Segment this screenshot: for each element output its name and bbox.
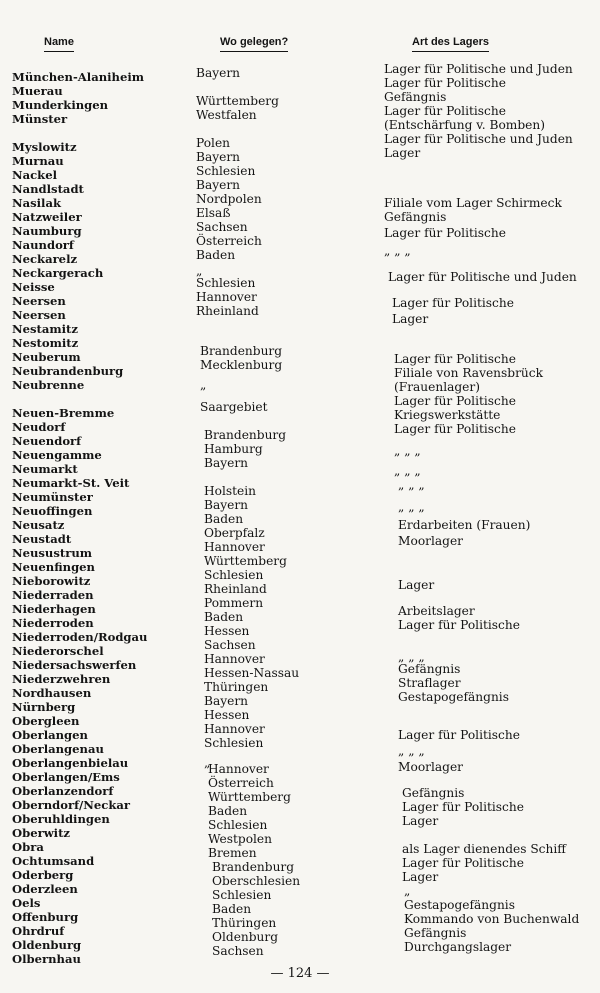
- header-name: Name: [44, 36, 74, 52]
- camp-name: Münster: [12, 112, 68, 126]
- camp-type: Erdarbeiten (Frauen): [398, 518, 531, 532]
- camp-name: Nestomitz: [12, 336, 79, 350]
- camp-name: Neusatz: [12, 518, 65, 532]
- camp-type: Arbeitslager: [398, 604, 475, 618]
- camp-name: Oberlangen/Ems: [12, 770, 120, 784]
- camp-type: Filiale vom Lager Schirmeck: [384, 196, 562, 210]
- camp-location: Thüringen: [204, 680, 269, 694]
- camp-name: Ohrdruf: [12, 924, 65, 938]
- camp-type: „ „ „: [384, 244, 411, 258]
- camp-name: Niederhagen: [12, 602, 96, 616]
- camp-location: Hessen: [204, 624, 250, 638]
- camp-type: Moorlager: [398, 534, 463, 548]
- camp-location: Schlesien: [212, 888, 272, 902]
- camp-type: (Frauenlager): [394, 380, 480, 394]
- camp-location: Brandenburg: [200, 344, 283, 358]
- camp-type: Lager für Politische: [392, 296, 514, 310]
- camp-location: Baden: [204, 610, 244, 624]
- camp-location: Bremen: [208, 846, 257, 860]
- camp-location: Hamburg: [204, 442, 263, 456]
- camp-location: Baden: [196, 248, 236, 262]
- camp-type: „ „ „: [398, 650, 425, 664]
- camp-name: Neubrenne: [12, 378, 85, 392]
- camp-name: Niederraden: [12, 588, 94, 602]
- camp-location: Hannover: [204, 540, 265, 554]
- camp-location: Hannover: [208, 762, 269, 776]
- camp-type: Lager: [402, 870, 439, 884]
- camp-type: Gefängnis: [384, 210, 447, 224]
- camp-type: Lager: [384, 146, 421, 160]
- camp-name: Neuoffingen: [12, 504, 93, 518]
- camp-type: Gefängnis: [384, 90, 447, 104]
- camp-name: Natzweiler: [12, 210, 82, 224]
- camp-name: Niederzwehren: [12, 672, 111, 686]
- camp-name: Olbernhau: [12, 952, 81, 966]
- camp-location: Schlesien: [204, 568, 264, 582]
- camp-name: Munderkingen: [12, 98, 109, 112]
- camp-type: „ „ „: [398, 744, 425, 758]
- camp-name: Nasilak: [12, 196, 61, 210]
- camp-name: Oberlanzendorf: [12, 784, 114, 798]
- camp-type: Gestapogefängnis: [398, 690, 509, 704]
- camp-name: Naumburg: [12, 224, 82, 238]
- camp-type: Gefängnis: [404, 926, 467, 940]
- camp-name: Murnau: [12, 154, 64, 168]
- camp-location: Bayern: [204, 694, 248, 708]
- camp-name: München-Alaniheim: [12, 70, 145, 84]
- camp-type: Lager für Politische: [384, 226, 506, 240]
- camp-location: „: [200, 378, 207, 392]
- camp-location: Württemberg: [204, 554, 287, 568]
- camp-location: Holstein: [204, 484, 256, 498]
- camp-location: Oldenburg: [212, 930, 279, 944]
- camp-name: Oels: [12, 896, 41, 910]
- camp-name: Neustadt: [12, 532, 72, 546]
- camp-type: Lager für Politische: [394, 394, 516, 408]
- camp-location: Baden: [208, 804, 248, 818]
- camp-name: Neersen: [12, 294, 66, 308]
- camp-location: Nordpolen: [196, 192, 262, 206]
- camp-name: Nürnberg: [12, 700, 76, 714]
- camp-name: Nieborowitz: [12, 574, 91, 588]
- camp-name: Oderberg: [12, 868, 74, 882]
- camp-name: Neuen-Bremme: [12, 406, 115, 420]
- camp-type: „ „ „: [398, 500, 425, 514]
- camp-location: Hannover: [196, 290, 257, 304]
- page-number: — 124 —: [270, 966, 330, 981]
- camp-name: Oldenburg: [12, 938, 82, 952]
- camp-location: Bayern: [196, 150, 240, 164]
- camp-name: Neudorf: [12, 420, 66, 434]
- camp-type: Lager für Politische: [384, 76, 506, 90]
- camp-name: Neubrandenburg: [12, 364, 124, 378]
- camp-type: Lager: [398, 578, 435, 592]
- camp-type: Lager für Politische: [402, 856, 524, 870]
- camp-name: Muerau: [12, 84, 63, 98]
- camp-type: Gefängnis: [398, 662, 461, 676]
- camp-type: Lager für Politische: [394, 352, 516, 366]
- camp-location: Württemberg: [208, 790, 291, 804]
- camp-location: Saargebiet: [200, 400, 268, 414]
- camp-name: Oderzleen: [12, 882, 78, 896]
- camp-type: Lager für Politische und Juden: [388, 270, 577, 284]
- camp-location: Baden: [212, 902, 252, 916]
- camp-location: Schlesien: [196, 164, 256, 178]
- camp-location: Bayern: [196, 66, 240, 80]
- camp-name: Oberwitz: [12, 826, 71, 840]
- camp-name: Ochtumsand: [12, 854, 95, 868]
- camp-location: Polen: [196, 136, 231, 150]
- camp-name: Neisse: [12, 280, 55, 294]
- camp-type: Lager für Politische und Juden: [384, 132, 573, 146]
- camp-type: Gefängnis: [402, 786, 465, 800]
- camp-location: Sachsen: [204, 638, 256, 652]
- camp-location: Pommern: [204, 596, 264, 610]
- camp-location: Westfalen: [196, 108, 257, 122]
- camp-type: „ „ „: [394, 464, 421, 478]
- camp-location: Österreich: [208, 776, 274, 790]
- camp-name: Neuenfingen: [12, 560, 95, 574]
- camp-type: Lager für Politische: [398, 618, 520, 632]
- camp-type: Lager für Politische: [384, 104, 506, 118]
- camp-type: Straflager: [398, 676, 461, 690]
- camp-type: Filiale von Ravensbrück: [394, 366, 543, 380]
- camp-location: Schlesien: [196, 276, 256, 290]
- camp-name: Neuengamme: [12, 448, 102, 462]
- camp-type: Lager für Politische: [394, 422, 516, 436]
- camp-name: Neusustrum: [12, 546, 93, 560]
- camp-type: (Entschärfung v. Bomben): [384, 118, 545, 132]
- camp-type: als Lager dienendes Schiff: [402, 842, 566, 856]
- camp-name: Oberuhldingen: [12, 812, 110, 826]
- camp-location: Westpolen: [208, 832, 272, 846]
- camp-type: Moorlager: [398, 760, 463, 774]
- camp-name: Oberndorf/Neckar: [12, 798, 130, 812]
- camp-location: Elsaß: [196, 206, 231, 220]
- camp-type: Kriegswerkstätte: [394, 408, 501, 422]
- camp-name: Oberlangenau: [12, 742, 104, 756]
- camp-type: Gestapogefängnis: [404, 898, 515, 912]
- header-where: Wo gelegen?: [220, 36, 288, 52]
- camp-location: Bayern: [196, 178, 240, 192]
- camp-location: Oberpfalz: [204, 526, 265, 540]
- camp-location: Mecklenburg: [200, 358, 283, 372]
- camp-name: Neckargerach: [12, 266, 104, 280]
- camp-location: Hessen: [204, 708, 250, 722]
- camp-name: Oberlangenbielau: [12, 756, 129, 770]
- camp-name: Neumarkt: [12, 462, 78, 476]
- camp-location: Sachsen: [196, 220, 248, 234]
- camp-type: Lager: [402, 814, 439, 828]
- camp-location: Bayern: [204, 498, 248, 512]
- camp-name: Niedersachswerfen: [12, 658, 137, 672]
- camp-location: Rheinland: [196, 304, 259, 318]
- camp-name: Neuberum: [12, 350, 81, 364]
- camp-name: Obergleen: [12, 714, 80, 728]
- camp-type: „ „ „: [398, 478, 425, 492]
- camp-location: Schlesien: [208, 818, 268, 832]
- camp-location: Brandenburg: [204, 428, 287, 442]
- camp-name: Niederroden/Rodgau: [12, 630, 148, 644]
- camp-name: Nordhausen: [12, 686, 92, 700]
- camp-name: Obra: [12, 840, 44, 854]
- camp-type: Lager: [392, 312, 429, 326]
- camp-name: Neumarkt-St. Veit: [12, 476, 130, 490]
- camp-name: Nandlstadt: [12, 182, 84, 196]
- camp-name: Niederorschel: [12, 644, 104, 658]
- camp-name: Offenburg: [12, 910, 79, 924]
- camp-name: Oberlangen: [12, 728, 88, 742]
- camp-location: „: [204, 756, 211, 770]
- camp-type: Durchgangslager: [404, 940, 512, 954]
- camp-name: Nestamitz: [12, 322, 78, 336]
- camp-type: „ „ „: [394, 444, 421, 458]
- camp-location: Hannover: [204, 722, 265, 736]
- camp-name: Neersen: [12, 308, 66, 322]
- camp-location: Österreich: [196, 234, 262, 248]
- camp-location: Württemberg: [196, 94, 279, 108]
- camp-type: Lager für Politische: [398, 728, 520, 742]
- camp-name: Neckarelz: [12, 252, 78, 266]
- camp-location: „: [196, 264, 203, 278]
- camp-type: Lager für Politische: [402, 800, 524, 814]
- camp-type: Lager für Politische und Juden: [384, 62, 573, 76]
- camp-name: Neuendorf: [12, 434, 82, 448]
- camp-location: Bayern: [204, 456, 248, 470]
- camp-name: Neumünster: [12, 490, 93, 504]
- camp-name: Naundorf: [12, 238, 74, 252]
- camp-type: „: [404, 884, 411, 898]
- camp-location: Schlesien: [204, 736, 264, 750]
- camp-location: Thüringen: [212, 916, 277, 930]
- camp-name: Nackel: [12, 168, 57, 182]
- camp-location: Oberschlesien: [212, 874, 301, 888]
- camp-location: Hessen-Nassau: [204, 666, 300, 680]
- camp-name: Niederroden: [12, 616, 94, 630]
- camp-location: Baden: [204, 512, 244, 526]
- camp-location: Hannover: [204, 652, 265, 666]
- header-kind: Art des Lagers: [412, 36, 489, 52]
- camp-location: Rheinland: [204, 582, 267, 596]
- camp-location: Brandenburg: [212, 860, 295, 874]
- camp-name: Myslowitz: [12, 140, 77, 154]
- camp-type: Kommando von Buchenwald: [404, 912, 580, 926]
- camp-location: Sachsen: [212, 944, 264, 958]
